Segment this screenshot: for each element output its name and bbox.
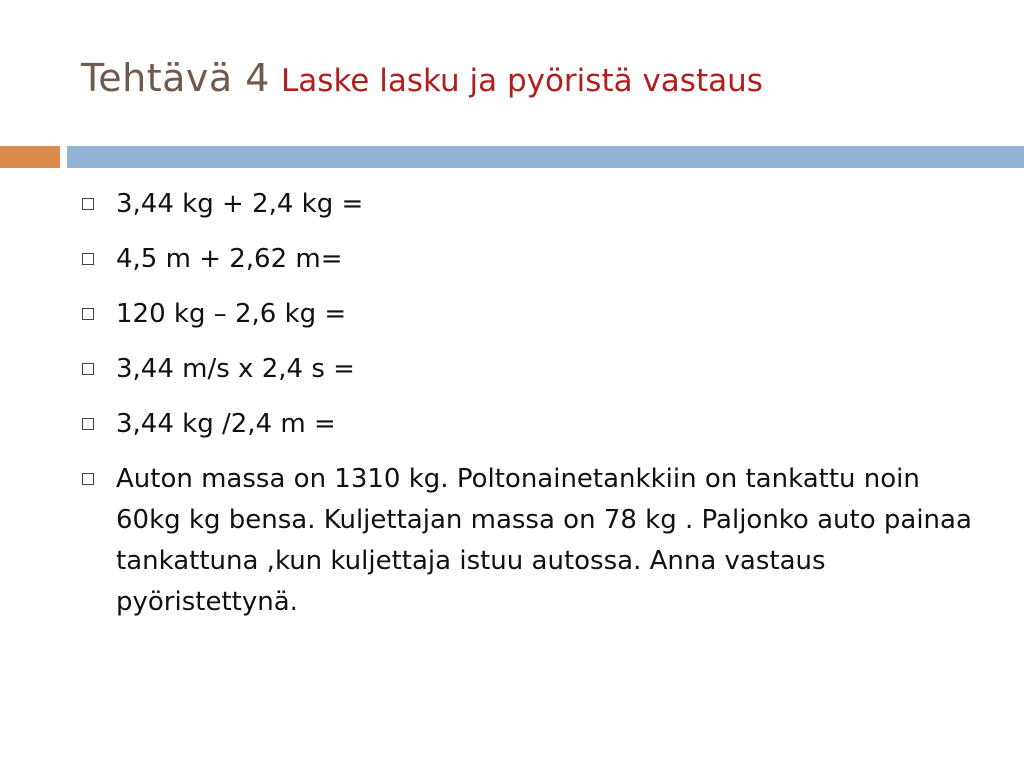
list-item-text: 120 kg – 2,6 kg = xyxy=(116,299,347,329)
list-item xyxy=(82,404,982,445)
slide-title xyxy=(81,56,1001,116)
accent-bar-blue xyxy=(67,146,1024,168)
bullet-list xyxy=(82,184,982,623)
list-item xyxy=(82,239,982,280)
list-item xyxy=(82,459,982,623)
title-lead: Tehtävä 4 xyxy=(81,56,270,100)
square-bullet-icon xyxy=(82,308,94,320)
list-item-text: 4,5 m + 2,62 m= xyxy=(116,244,343,274)
list-item xyxy=(82,184,982,225)
list-item-text: 3,44 kg /2,4 m = xyxy=(116,409,336,439)
title-subtitle: Laske lasku ja pyöristä vastaus xyxy=(281,63,763,99)
square-bullet-icon xyxy=(82,253,94,265)
list-item xyxy=(82,349,982,390)
list-item xyxy=(82,294,982,335)
square-bullet-icon xyxy=(82,198,94,210)
list-item-text: 3,44 m/s x 2,4 s = xyxy=(116,354,355,384)
square-bullet-icon xyxy=(82,473,94,485)
accent-bar-orange xyxy=(0,146,60,168)
list-item-text: 3,44 kg + 2,4 kg = xyxy=(116,189,364,219)
list-item-text: Auton massa on 1310 kg. Poltonainetankkiin on tankattu noin 60kg kg bensa. Kuljettajan massa on 78 kg . Paljonko auto painaa tankattuna ,kun kuljettaja istuu autossa. Anna vastaus pyöristettynä. xyxy=(116,464,972,617)
square-bullet-icon xyxy=(82,363,94,375)
square-bullet-icon xyxy=(82,418,94,430)
